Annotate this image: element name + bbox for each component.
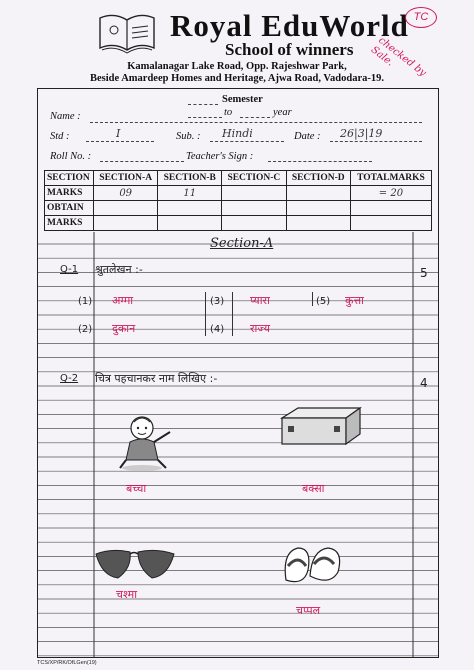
semester-label: Semester bbox=[222, 94, 263, 105]
q2-answer-child: बच्चा bbox=[126, 482, 147, 495]
q2-marks: 4 bbox=[420, 376, 428, 390]
name-field[interactable] bbox=[90, 122, 422, 123]
ruled-lines bbox=[38, 232, 438, 657]
q1-item-5-word: कुत्ता bbox=[345, 294, 364, 307]
date-value: 26|3|19 bbox=[340, 127, 383, 140]
q2-answer-box: बक्सा bbox=[302, 482, 325, 495]
school-logo-book-icon bbox=[96, 10, 158, 56]
table-row bbox=[45, 201, 432, 216]
name-label: Name : bbox=[50, 111, 81, 122]
slippers-picture bbox=[278, 540, 348, 592]
row-label-section: SECTION bbox=[45, 171, 94, 186]
child-picture bbox=[116, 412, 176, 474]
date-field[interactable] bbox=[330, 141, 422, 142]
semester-from-blank[interactable] bbox=[188, 117, 222, 118]
column-header-section-c: SECTION-C bbox=[222, 171, 286, 186]
q1-item-1-word: अम्मा bbox=[112, 294, 134, 307]
q1-item-4-num: (4) bbox=[210, 324, 225, 335]
checked-note: checked by Sale. bbox=[368, 35, 429, 79]
marks-section-c bbox=[222, 186, 286, 201]
marks-section-d bbox=[286, 186, 350, 201]
std-field[interactable] bbox=[86, 141, 154, 142]
subject-field[interactable] bbox=[210, 141, 284, 142]
sunglasses-picture bbox=[92, 544, 178, 586]
year-label: year bbox=[273, 107, 292, 118]
q1-item-2-num: (2) bbox=[78, 324, 93, 335]
subject-label: Sub. : bbox=[176, 131, 201, 142]
brand-tagline: School of winners bbox=[225, 40, 354, 59]
row-label-marks: MARKS bbox=[45, 186, 94, 201]
q1-item-4-word: राज्य bbox=[250, 322, 271, 335]
table-row bbox=[45, 186, 432, 201]
q1-text: श्रुतलेखन :- bbox=[95, 263, 143, 276]
semester-blank[interactable] bbox=[188, 104, 218, 105]
table-row bbox=[45, 171, 432, 186]
column-header-section-b: SECTION-B bbox=[158, 171, 222, 186]
subject-value: Hindi bbox=[222, 127, 253, 140]
q1-item-3-word: प्यारा bbox=[250, 294, 270, 307]
q2-answer-sunglasses: चश्मा bbox=[116, 588, 138, 601]
semester-to-blank[interactable] bbox=[240, 117, 270, 118]
column-header-section-d: SECTION-D bbox=[286, 171, 350, 186]
footer-code: TCS/XP/RK/OfLGen(19) bbox=[37, 660, 97, 666]
date-label: Date : bbox=[294, 131, 321, 142]
q2-label: Q-2 bbox=[60, 373, 79, 384]
column-header-total-marks: TOTALMARKS bbox=[350, 171, 431, 186]
q1-item-2-word: दुकान bbox=[112, 322, 136, 335]
marks-section-a: 09 bbox=[94, 186, 158, 201]
std-label: Std : bbox=[50, 131, 70, 142]
tc-annotation: TC bbox=[405, 7, 437, 28]
address-line-2: Beside Amardeep Homes and Heritage, Ajwa Road, Vadodara-19. bbox=[90, 73, 384, 84]
q2-text: चित्र पहचानकर नाम लिखिए :- bbox=[95, 372, 218, 385]
marks-table bbox=[44, 170, 432, 231]
box-picture bbox=[276, 404, 366, 452]
q1-marks: 5 bbox=[420, 266, 428, 280]
address-line-1: Kamalanagar Lake Road, Opp. Rajeshwar Park, bbox=[127, 61, 347, 72]
teacher-sign-label: Teacher's Sign : bbox=[186, 151, 254, 162]
roll-no-field[interactable] bbox=[100, 161, 184, 162]
q1-label: Q-1 bbox=[60, 264, 79, 275]
to-label: to bbox=[224, 107, 233, 118]
row-label-obtain-marks: MARKS bbox=[45, 216, 94, 231]
q2-answer-slippers: चप्पल bbox=[296, 604, 321, 617]
brand-name: Royal EduWorld bbox=[170, 8, 409, 43]
column-header-section-a: SECTION-A bbox=[94, 171, 158, 186]
table-row bbox=[45, 216, 432, 231]
std-value: I bbox=[116, 127, 121, 140]
marks-total: = 20 bbox=[350, 186, 431, 201]
item-divider bbox=[232, 292, 233, 336]
roll-no-label: Roll No. : bbox=[50, 151, 92, 162]
q1-item-5-num: (5) bbox=[316, 296, 331, 307]
teacher-sign-field[interactable] bbox=[268, 161, 372, 162]
row-label-obtain: OBTAIN bbox=[45, 201, 94, 216]
item-divider bbox=[312, 292, 313, 306]
q1-item-3-num: (3) bbox=[210, 296, 225, 307]
marks-section-b: 11 bbox=[158, 186, 222, 201]
section-title: Section-A bbox=[210, 236, 274, 251]
q1-item-1-num: (1) bbox=[78, 296, 93, 307]
item-divider bbox=[205, 292, 206, 336]
